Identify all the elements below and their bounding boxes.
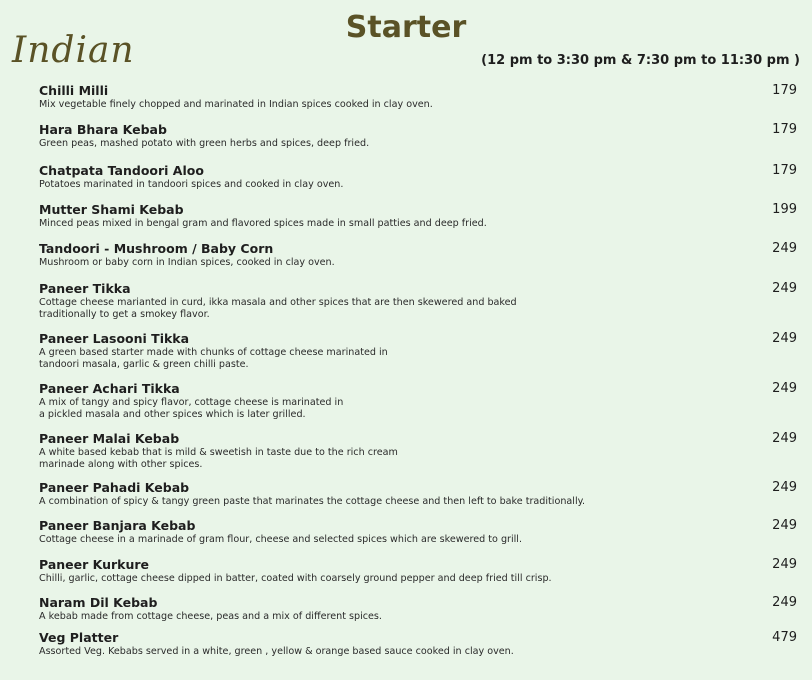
item-name: Paneer Pahadi Kebab	[39, 480, 190, 495]
item-name: Naram Dil Kebab	[39, 595, 158, 610]
item-name: Paneer Lasooni Tikka	[39, 331, 190, 346]
menu-item	[39, 630, 799, 658]
menu-item	[39, 557, 799, 585]
serving-timing: (12 pm to 3:30 pm & 7:30 pm to 11:30 pm )	[481, 53, 800, 68]
item-name: Tandoori - Mushroom / Baby Corn	[39, 241, 274, 256]
item-name: Paneer Kurkure	[39, 557, 150, 572]
item-description: Cottage cheese marianted in curd, ikka masala and other spices that are then skewered and baked traditionally to get a smokey flavor.	[39, 297, 517, 320]
item-price: 249	[772, 595, 797, 610]
menu-item	[39, 381, 799, 421]
item-price: 249	[772, 241, 797, 256]
item-price: 479	[772, 630, 797, 645]
item-description: Green peas, mashed potato with green herbs and spices, deep fried.	[39, 138, 370, 149]
menu-item	[39, 83, 799, 111]
menu-item	[39, 518, 799, 546]
item-description: A kebab made from cottage cheese, peas and a mix of different spices.	[39, 611, 382, 622]
item-description: A combination of spicy & tangy green paste that marinates the cottage cheese and then left to bake traditionally.	[39, 496, 585, 507]
menu-title: Starter	[345, 10, 467, 45]
item-name: Chilli Milli	[39, 83, 109, 98]
menu-item	[39, 480, 799, 508]
item-description: Mix vegetable finely chopped and marinated in Indian spices cooked in clay oven.	[39, 99, 433, 110]
item-price: 179	[772, 83, 797, 98]
item-description: Chilli, garlic, cottage cheese dipped in batter, coated with coarsely ground pepper and deep fried till crisp.	[39, 573, 552, 584]
item-price: 249	[772, 281, 797, 296]
item-description: Potatoes marinated in tandoori spices and cooked in clay oven.	[39, 179, 344, 190]
item-price: 179	[772, 122, 797, 137]
item-price: 249	[772, 557, 797, 572]
item-description: A mix of tangy and spicy flavor, cottage cheese is marinated in a pickled masala and other spices which is later grilled.	[39, 397, 344, 420]
item-description: A green based starter made with chunks of cottage cheese marinated in tandoori masala, garlic & green chilli paste.	[39, 347, 388, 370]
item-name: Paneer Malai Kebab	[39, 431, 180, 446]
menu-item	[39, 202, 799, 230]
item-description: Minced peas mixed in bengal gram and flavored spices made in small patties and deep fried.	[39, 218, 487, 229]
item-price: 249	[772, 431, 797, 446]
menu-item	[39, 431, 799, 471]
item-description: Cottage cheese in a marinade of gram flour, cheese and selected spices which are skewered to grill.	[39, 534, 523, 545]
menu-item	[39, 122, 799, 150]
item-name: Chatpata Tandoori Aloo	[39, 163, 204, 178]
item-description: Assorted Veg. Kebabs served in a white, green , yellow & orange based sauce cooked in clay oven.	[39, 646, 514, 657]
item-name: Hara Bhara Kebab	[39, 122, 167, 137]
item-price: 249	[772, 480, 797, 495]
menu-item	[39, 595, 799, 623]
item-price: 199	[772, 202, 797, 217]
menu-item	[39, 281, 799, 321]
menu-item	[39, 163, 799, 191]
item-name: Paneer Banjara Kebab	[39, 518, 196, 533]
cuisine-heading: Indian	[12, 30, 135, 71]
item-name: Mutter Shami Kebab	[39, 202, 184, 217]
item-description: Mushroom or baby corn in Indian spices, cooked in clay oven.	[39, 257, 335, 268]
item-name: Veg Platter	[39, 630, 119, 645]
menu-item	[39, 241, 799, 269]
item-price: 249	[772, 518, 797, 533]
menu-item	[39, 331, 799, 371]
item-name: Paneer Tikka	[39, 281, 131, 296]
item-price: 249	[772, 381, 797, 396]
item-description: A white based kebab that is mild & sweetish in taste due to the rich cream marinade along with other spices.	[39, 447, 398, 470]
item-price: 179	[772, 163, 797, 178]
item-price: 249	[772, 331, 797, 346]
item-name: Paneer Achari Tikka	[39, 381, 180, 396]
